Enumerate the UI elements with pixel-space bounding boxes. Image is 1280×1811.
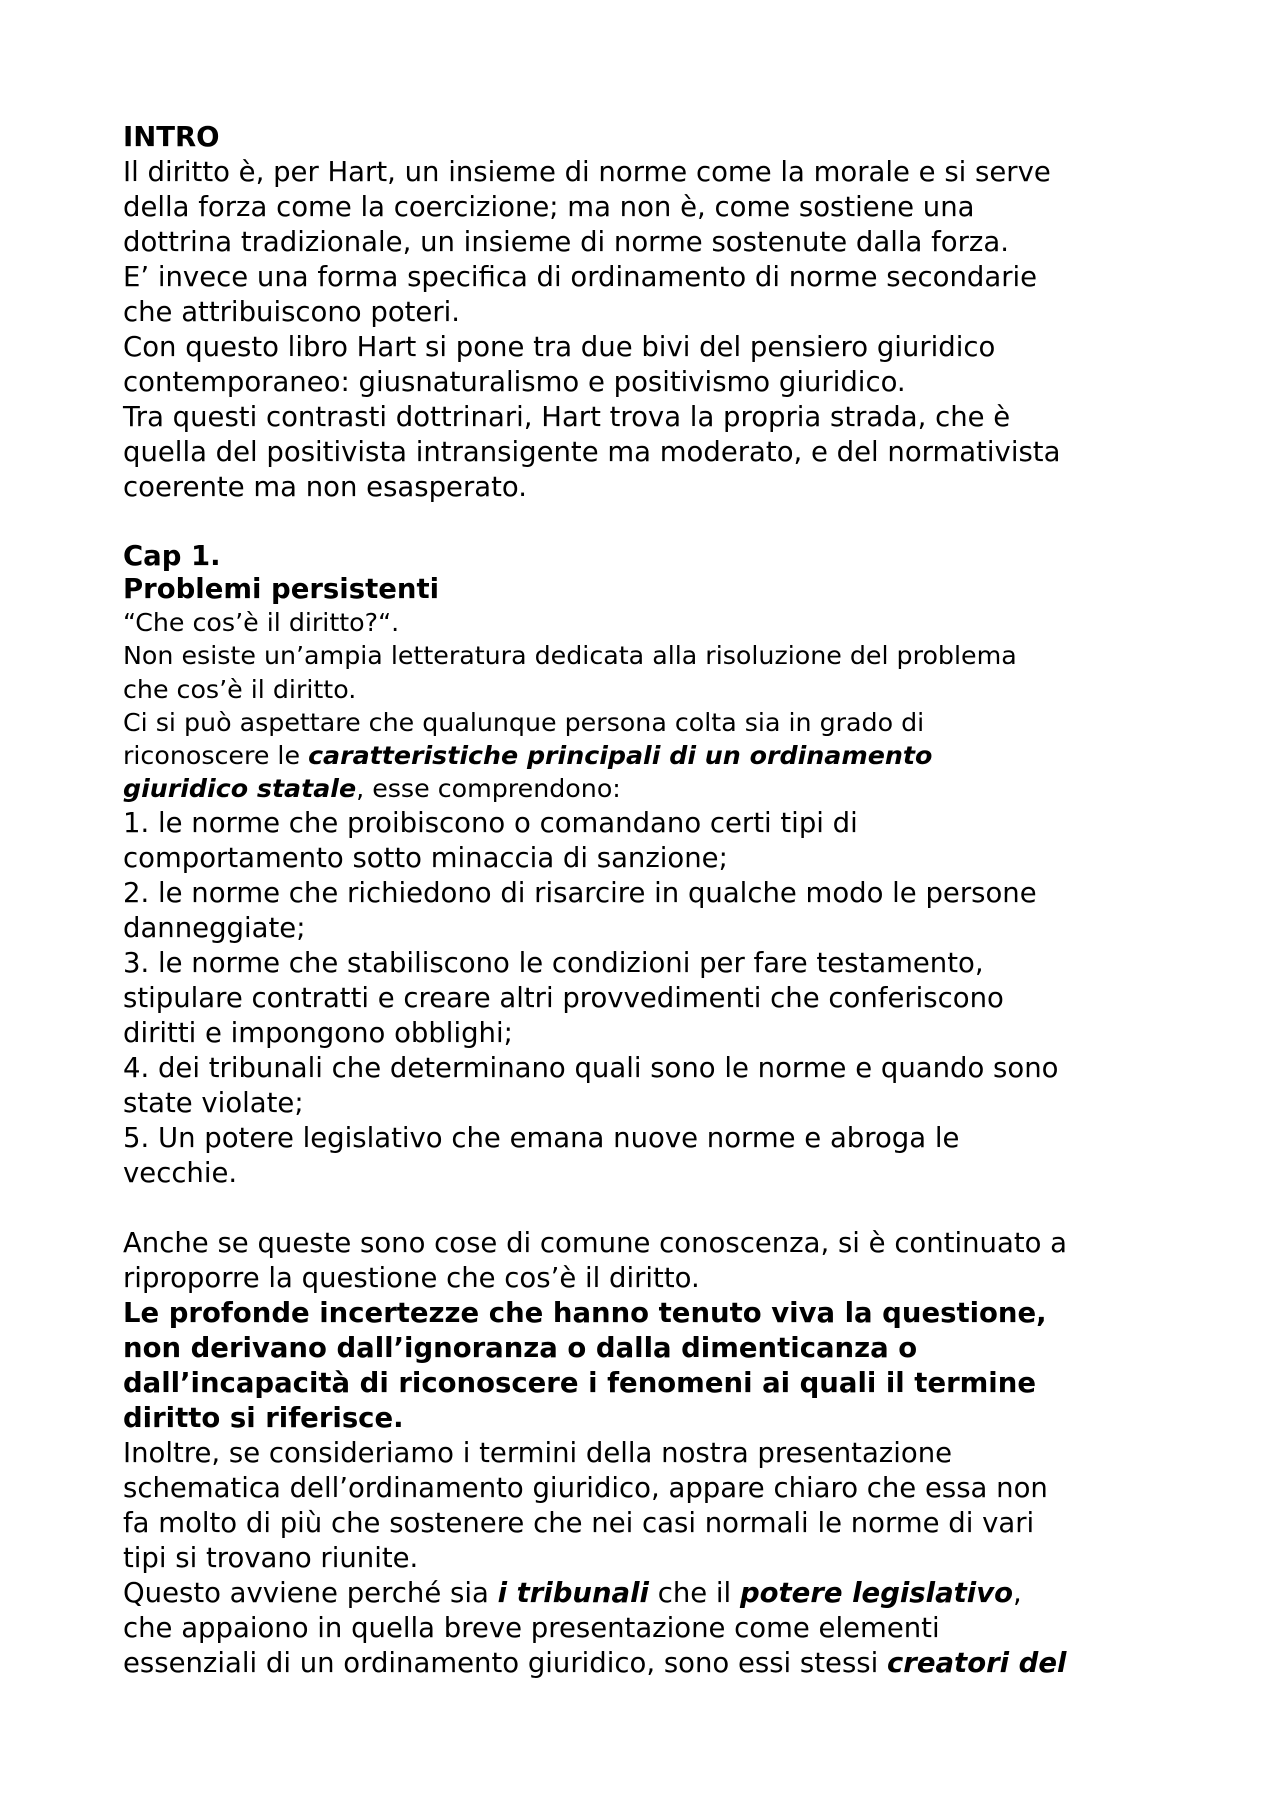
chapter-line-mixed [123, 772, 1183, 805]
intro-line: quella del positivista intransigente ma moderato, e del normativista [123, 436, 1061, 468]
chapter-line: Non esiste un’ampia letteratura dedicata alla risoluzione del problema [123, 641, 1017, 671]
blank-line [123, 1191, 1183, 1226]
intro-line: della forza come la coercizione; ma non è, come sostiene una [123, 191, 975, 223]
list-item: state violate; [123, 1086, 304, 1119]
bold-line: diritto si riferisce. [123, 1401, 404, 1434]
bold-line: Le profonde incertezze che hanno tenuto viva la questione, [123, 1296, 1047, 1329]
document-page [123, 120, 1183, 1681]
intro-heading: INTRO [123, 121, 220, 153]
list-item: 3. le norme che stabiliscono le condizioni per fare testamento, [123, 946, 984, 979]
body-line: Anche se queste sono cose di comune conoscenza, si è continuato a [123, 1226, 1068, 1259]
emphasis-text: caratteristiche principali di un ordinamento [308, 741, 933, 771]
chapter-question: “Che cos’è il diritto?“. [123, 608, 400, 637]
list-item: 4. dei tribunali che determinano quali sono le norme e quando sono [123, 1051, 1059, 1084]
emphasis-text: i tribunali [497, 1576, 649, 1609]
list-item: 1. le norme che proibiscono o comandano certi tipi di [123, 806, 858, 839]
intro-line: dottrina tradizionale, un insieme di norme sostenute dalla forza. [123, 226, 1009, 258]
chapter-number: Cap 1. [123, 540, 221, 572]
body-paragraphs [123, 1226, 1183, 1681]
body-line-mixed [123, 1646, 1183, 1681]
chapter-line-mixed [123, 739, 1183, 772]
text-run: , [1013, 1576, 1022, 1609]
chapter-line: Ci si può aspettare che qualunque persona colta sia in grado di [123, 707, 925, 737]
body-line: tipi si trovano riunite. [123, 1541, 419, 1574]
chapter-title: Problemi persistenti [123, 573, 440, 605]
list-item: stipulare contratti e creare altri provvedimenti che conferiscono [123, 981, 1004, 1014]
text-run: Questo avviene perché sia [123, 1576, 498, 1609]
chapter1-section [123, 540, 1183, 806]
body-line: schematica dell’ordinamento giuridico, appare chiaro che essa non [123, 1471, 1048, 1504]
text-run: essenziali di un ordinamento giuridico, sono essi stessi [123, 1646, 887, 1679]
intro-line: Con questo libro Hart si pone tra due bivi del pensiero giuridico [123, 331, 996, 363]
text-run: che il [648, 1576, 740, 1609]
intro-line: Il diritto è, per Hart, un insieme di norme come la morale e si serve [123, 156, 1051, 188]
list-item: vecchie. [123, 1156, 238, 1189]
list-item: danneggiate; [123, 911, 306, 944]
chapter-line: che cos’è il diritto. [123, 674, 357, 704]
list-item: 5. Un potere legislativo che emana nuove norme e abroga le [123, 1121, 960, 1154]
intro-section [123, 120, 1183, 505]
body-line: riproporre la questione che cos’è il diritto. [123, 1261, 700, 1294]
body-line-mixed [123, 1576, 1183, 1611]
text-run: riconoscere le [123, 741, 309, 771]
list-item: 2. le norme che richiedono di risarcire in qualche modo le persone [123, 876, 1037, 909]
body-line: fa molto di più che sostenere che nei casi normali le norme di vari [123, 1506, 1035, 1539]
body-line: che appaiono in quella breve presentazione come elementi [123, 1611, 940, 1644]
list-item: comportamento sotto minaccia di sanzione; [123, 841, 728, 874]
intro-line: contemporaneo: giusnaturalismo e positivismo giuridico. [123, 366, 906, 398]
emphasis-text: creatori del [886, 1646, 1067, 1679]
intro-line: E’ invece una forma specifica di ordinamento di norme secondarie [123, 261, 1038, 293]
emphasis-text: potere legislativo [739, 1576, 1014, 1609]
bold-line: dall’incapacità di riconoscere i fenomeni ai quali il termine [123, 1366, 1036, 1399]
norms-list [123, 806, 1183, 1191]
intro-line: Tra questi contrasti dottrinari, Hart trova la propria strada, che è [123, 401, 1011, 433]
text-run: , esse comprendono: [356, 774, 621, 804]
bold-line: non derivano dall’ignoranza o dalla dimenticanza o [123, 1331, 918, 1364]
list-item: diritti e impongono obblighi; [123, 1016, 513, 1049]
body-line: Inoltre, se consideriamo i termini della nostra presentazione [123, 1436, 953, 1469]
blank-line [123, 505, 1183, 540]
emphasis-text: giuridico statale [123, 774, 357, 804]
intro-line: coerente ma non esasperato. [123, 471, 527, 503]
intro-line: che attribuiscono poteri. [123, 296, 461, 328]
